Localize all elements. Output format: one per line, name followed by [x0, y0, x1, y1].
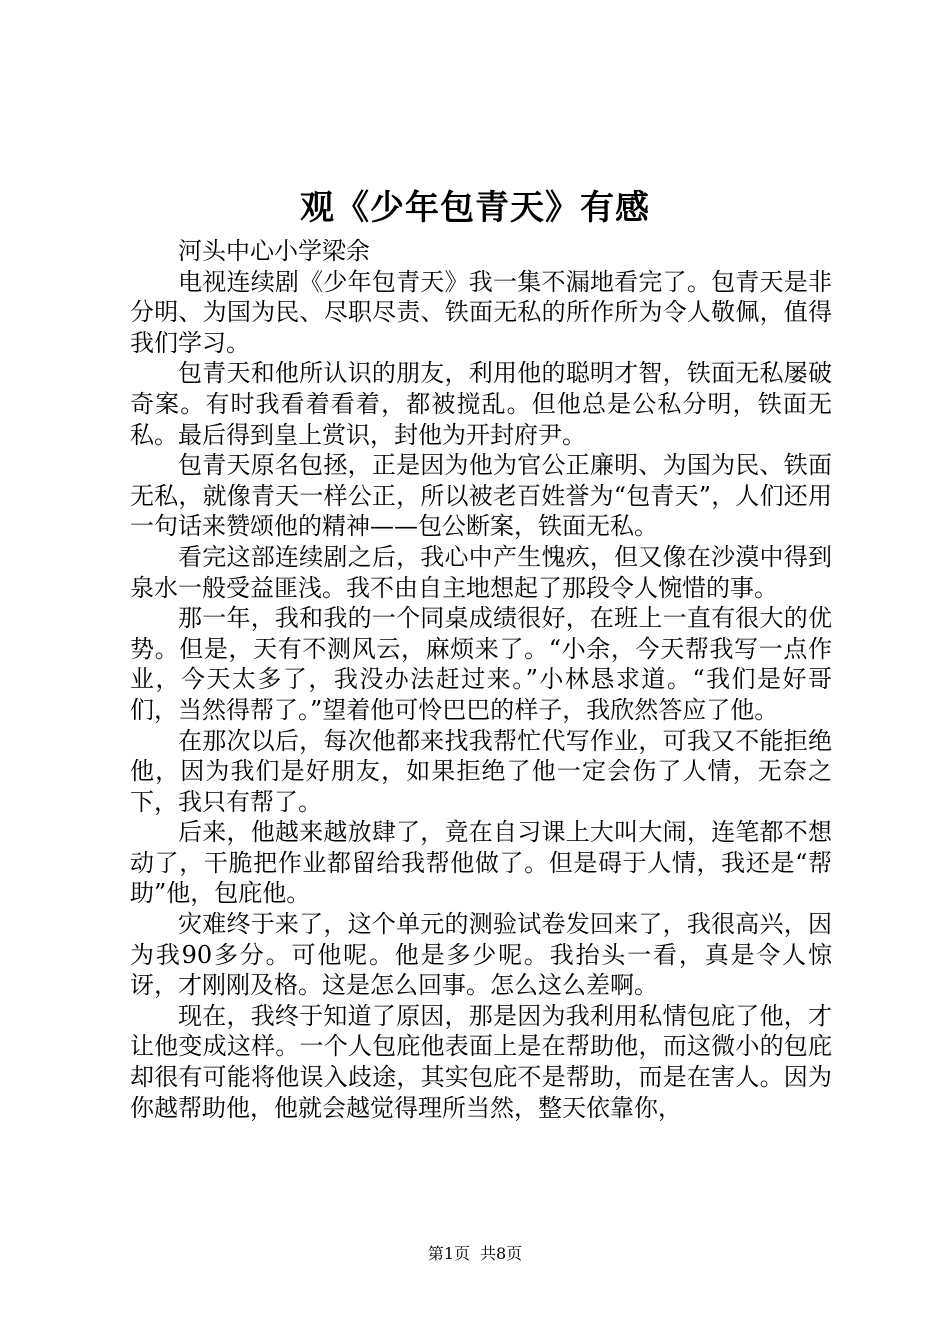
document-title: 观《少年包青天》有感 — [300, 188, 650, 228]
paragraph: 电视连续剧《少年包青天》我一集不漏地看完了。包青天是非分明、为国为民、尽职尽责、铁面无私的所作所为令人敬佩，值得我们学习。 — [130, 267, 832, 357]
paragraph: 在那次以后，每次他都来找我帮忙代写作业，可我又不能拒绝他，因为我们是好朋友，如果拒绝了他一定会伤了人情，无奈之下，我只有帮了。 — [130, 726, 832, 816]
paragraph: 包青天原名包拯，正是因为他为官公正廉明、为国为民、铁面无私，就像青天一样公正，所以被老百姓誉为“包青天”，人们还用一句话来赞颂他的精神——包公断案，铁面无私。 — [130, 451, 832, 541]
page-total: 共8页 — [480, 1244, 523, 1263]
paragraph: 那一年，我和我的一个同桌成绩很好，在班上一直有很大的优势。但是，天有不测风云，麻烦来了。“小余，今天帮我写一点作业，今天太多了，我没办法赶过来。”小林恳求道。“我们是好哥们，当然得帮了。”望着他可怜巴巴的样子，我欣然答应了他。 — [130, 604, 832, 724]
paragraph: 灾难终于来了，这个单元的测验试卷发回来了，我很高兴，因为我90多分。可他呢。他是多少呢。我抬头一看，真是令人惊讶，才刚刚及格。这是怎么回事。怎么这么差啊。 — [130, 910, 832, 1000]
paragraph: 包青天和他所认识的朋友，利用他的聪明才智，铁面无私屡破奇案。有时我看着看着，都被搅乱。但他总是公私分明，铁面无私。最后得到皇上赏识，封他为开封府尹。 — [130, 359, 832, 449]
paragraph: 后来，他越来越放肆了，竟在自习课上大叫大闹，连笔都不想动了，干脆把作业都留给我帮他做了。但是碍于人情，我还是“帮助”他，包庇他。 — [130, 818, 832, 908]
author-line: 河头中心小学梁余 — [178, 237, 370, 265]
paragraph: 看完这部连续剧之后，我心中产生愧疚，但又像在沙漠中得到泉水一般受益匪浅。我不由自主地想起了那段令人惋惜的事。 — [130, 542, 832, 602]
paragraph: 现在，我终于知道了原因，那是因为我利用私情包庇了他，才让他变成这样。一个人包庇他表面上是在帮助他，而这微小的包庇却很有可能将他误入歧途，其实包庇不是帮助，而是在害人。因为你越帮助他，他就会越觉得理所当然，整天依靠你， — [130, 1001, 832, 1122]
document-body — [130, 236, 832, 1123]
page-footer — [0, 1242, 950, 1266]
page-number: 第1页 — [427, 1244, 470, 1263]
